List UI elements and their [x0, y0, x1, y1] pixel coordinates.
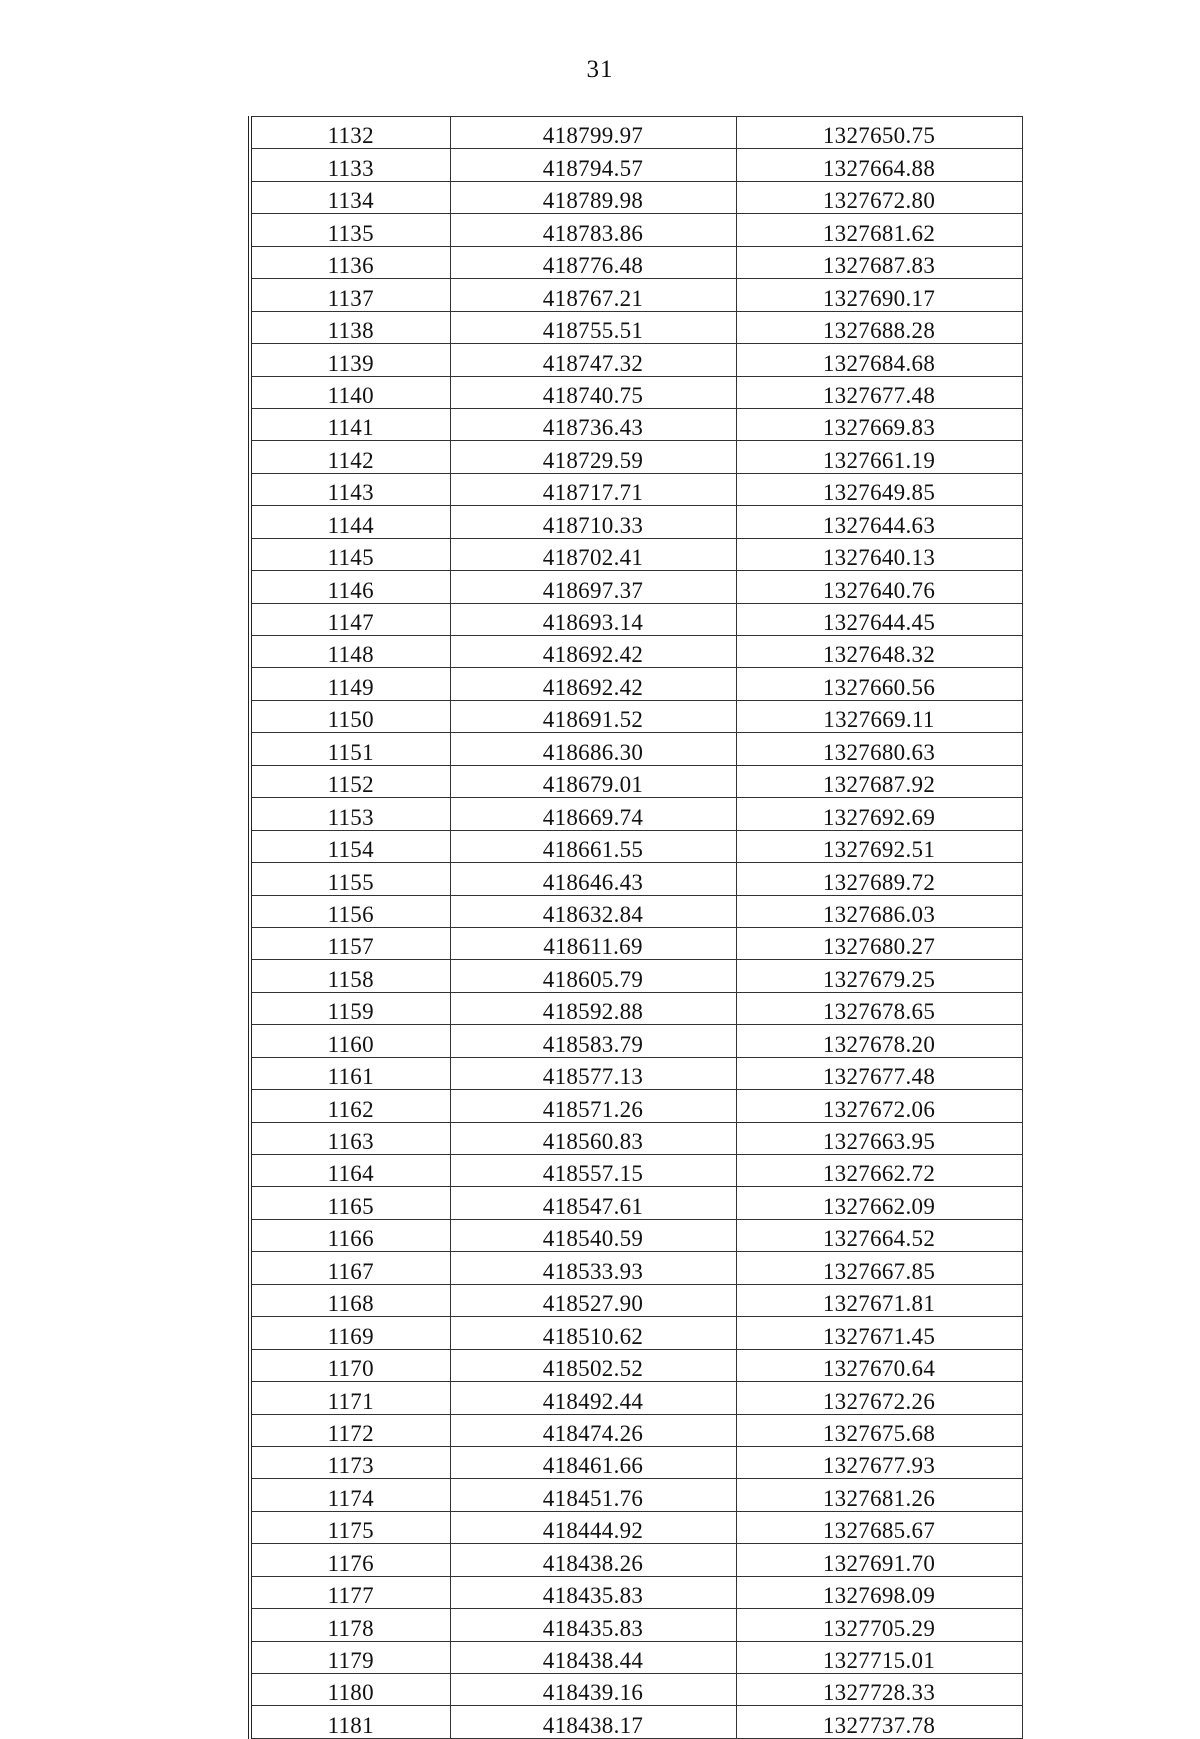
table-row	[250, 636, 1022, 668]
table-row	[250, 1382, 1022, 1414]
x-coordinate-cell: 418592.88	[450, 992, 736, 1024]
y-coordinate-cell: 1327691.70	[736, 1544, 1022, 1576]
y-coordinate-cell: 1327672.06	[736, 1090, 1022, 1122]
y-coordinate-cell: 1327640.13	[736, 538, 1022, 570]
table-row	[250, 506, 1022, 538]
x-coordinate-cell: 418527.90	[450, 1284, 736, 1316]
x-coordinate-cell: 418444.92	[450, 1511, 736, 1543]
y-coordinate-cell: 1327690.17	[736, 279, 1022, 311]
table-row	[250, 1284, 1022, 1316]
table-row	[250, 1025, 1022, 1057]
point-number-cell: 1160	[250, 1025, 450, 1057]
x-coordinate-cell: 418767.21	[450, 279, 736, 311]
point-number-cell: 1148	[250, 636, 450, 668]
table-row	[250, 1479, 1022, 1511]
y-coordinate-cell: 1327650.75	[736, 117, 1022, 149]
y-coordinate-cell: 1327648.32	[736, 636, 1022, 668]
y-coordinate-cell: 1327672.26	[736, 1382, 1022, 1414]
point-number-cell: 1140	[250, 376, 450, 408]
y-coordinate-cell: 1327671.81	[736, 1284, 1022, 1316]
x-coordinate-cell: 418679.01	[450, 765, 736, 797]
point-number-cell: 1143	[250, 473, 450, 505]
point-number-cell: 1175	[250, 1511, 450, 1543]
x-coordinate-cell: 418747.32	[450, 344, 736, 376]
point-number-cell: 1174	[250, 1479, 450, 1511]
x-coordinate-cell: 418740.75	[450, 376, 736, 408]
x-coordinate-cell: 418435.83	[450, 1576, 736, 1608]
point-number-cell: 1138	[250, 311, 450, 343]
point-number-cell: 1177	[250, 1576, 450, 1608]
table-row	[250, 1414, 1022, 1446]
table-row	[250, 279, 1022, 311]
point-number-cell: 1172	[250, 1414, 450, 1446]
x-coordinate-cell: 418435.83	[450, 1609, 736, 1641]
table-row	[250, 181, 1022, 213]
x-coordinate-cell: 418661.55	[450, 830, 736, 862]
x-coordinate-cell: 418799.97	[450, 117, 736, 149]
y-coordinate-cell: 1327671.45	[736, 1317, 1022, 1349]
y-coordinate-cell: 1327669.11	[736, 700, 1022, 732]
point-number-cell: 1132	[250, 117, 450, 149]
point-number-cell: 1167	[250, 1252, 450, 1284]
x-coordinate-cell: 418510.62	[450, 1317, 736, 1349]
y-coordinate-cell: 1327662.09	[736, 1187, 1022, 1219]
table-row	[250, 376, 1022, 408]
x-coordinate-cell: 418611.69	[450, 927, 736, 959]
point-number-cell: 1173	[250, 1446, 450, 1478]
point-number-cell: 1158	[250, 960, 450, 992]
point-number-cell: 1162	[250, 1090, 450, 1122]
point-number-cell: 1181	[250, 1706, 450, 1738]
table-row	[250, 830, 1022, 862]
y-coordinate-cell: 1327640.76	[736, 571, 1022, 603]
y-coordinate-cell: 1327669.83	[736, 408, 1022, 440]
y-coordinate-cell: 1327680.27	[736, 927, 1022, 959]
point-number-cell: 1156	[250, 895, 450, 927]
x-coordinate-cell: 418736.43	[450, 408, 736, 440]
point-number-cell: 1170	[250, 1349, 450, 1381]
table-row	[250, 408, 1022, 440]
point-number-cell: 1157	[250, 927, 450, 959]
x-coordinate-cell: 418461.66	[450, 1446, 736, 1478]
y-coordinate-cell: 1327698.09	[736, 1576, 1022, 1608]
x-coordinate-cell: 418577.13	[450, 1057, 736, 1089]
point-number-cell: 1161	[250, 1057, 450, 1089]
y-coordinate-cell: 1327685.67	[736, 1511, 1022, 1543]
y-coordinate-cell: 1327688.28	[736, 311, 1022, 343]
table-row	[250, 863, 1022, 895]
y-coordinate-cell: 1327667.85	[736, 1252, 1022, 1284]
y-coordinate-cell: 1327679.25	[736, 960, 1022, 992]
y-coordinate-cell: 1327664.88	[736, 149, 1022, 181]
table-row	[250, 1349, 1022, 1381]
y-coordinate-cell: 1327644.45	[736, 603, 1022, 635]
x-coordinate-cell: 418438.26	[450, 1544, 736, 1576]
y-coordinate-cell: 1327678.65	[736, 992, 1022, 1024]
x-coordinate-cell: 418669.74	[450, 798, 736, 830]
x-coordinate-cell: 418439.16	[450, 1674, 736, 1706]
x-coordinate-cell: 418492.44	[450, 1382, 736, 1414]
y-coordinate-cell: 1327681.26	[736, 1479, 1022, 1511]
x-coordinate-cell: 418702.41	[450, 538, 736, 570]
table-row	[250, 149, 1022, 181]
table-row	[250, 1122, 1022, 1154]
x-coordinate-cell: 418686.30	[450, 733, 736, 765]
table-row	[250, 571, 1022, 603]
point-number-cell: 1133	[250, 149, 450, 181]
point-number-cell: 1179	[250, 1641, 450, 1673]
x-coordinate-cell: 418783.86	[450, 214, 736, 246]
x-coordinate-cell: 418691.52	[450, 700, 736, 732]
point-number-cell: 1171	[250, 1382, 450, 1414]
table-row	[250, 895, 1022, 927]
y-coordinate-cell: 1327672.80	[736, 181, 1022, 213]
y-coordinate-cell: 1327677.48	[736, 376, 1022, 408]
x-coordinate-cell: 418729.59	[450, 441, 736, 473]
table-row	[250, 765, 1022, 797]
point-number-cell: 1169	[250, 1317, 450, 1349]
point-number-cell: 1144	[250, 506, 450, 538]
table-row	[250, 441, 1022, 473]
point-number-cell: 1146	[250, 571, 450, 603]
table-row	[250, 668, 1022, 700]
coordinates-table	[248, 116, 1023, 1739]
x-coordinate-cell: 418717.71	[450, 473, 736, 505]
table-row	[250, 214, 1022, 246]
y-coordinate-cell: 1327728.33	[736, 1674, 1022, 1706]
table-row	[250, 1090, 1022, 1122]
point-number-cell: 1168	[250, 1284, 450, 1316]
table-row	[250, 700, 1022, 732]
table-row	[250, 1609, 1022, 1641]
point-number-cell: 1149	[250, 668, 450, 700]
table-row	[250, 473, 1022, 505]
point-number-cell: 1145	[250, 538, 450, 570]
y-coordinate-cell: 1327663.95	[736, 1122, 1022, 1154]
x-coordinate-cell: 418789.98	[450, 181, 736, 213]
y-coordinate-cell: 1327686.03	[736, 895, 1022, 927]
x-coordinate-cell: 418438.17	[450, 1706, 736, 1738]
x-coordinate-cell: 418571.26	[450, 1090, 736, 1122]
y-coordinate-cell: 1327687.92	[736, 765, 1022, 797]
y-coordinate-cell: 1327692.69	[736, 798, 1022, 830]
table-row	[250, 1576, 1022, 1608]
table-row	[250, 117, 1022, 149]
point-number-cell: 1176	[250, 1544, 450, 1576]
table-row	[250, 992, 1022, 1024]
y-coordinate-cell: 1327677.93	[736, 1446, 1022, 1478]
x-coordinate-cell: 418547.61	[450, 1187, 736, 1219]
table-row	[250, 960, 1022, 992]
x-coordinate-cell: 418692.42	[450, 636, 736, 668]
x-coordinate-cell: 418693.14	[450, 603, 736, 635]
point-number-cell: 1136	[250, 246, 450, 278]
table-row	[250, 1544, 1022, 1576]
page-number: 31	[586, 56, 614, 83]
point-number-cell: 1141	[250, 408, 450, 440]
y-coordinate-cell: 1327678.20	[736, 1025, 1022, 1057]
y-coordinate-cell: 1327670.64	[736, 1349, 1022, 1381]
x-coordinate-cell: 418540.59	[450, 1219, 736, 1251]
x-coordinate-cell: 418646.43	[450, 863, 736, 895]
y-coordinate-cell: 1327677.48	[736, 1057, 1022, 1089]
point-number-cell: 1165	[250, 1187, 450, 1219]
table-row	[250, 1641, 1022, 1673]
table-row	[250, 1317, 1022, 1349]
x-coordinate-cell: 418451.76	[450, 1479, 736, 1511]
y-coordinate-cell: 1327705.29	[736, 1609, 1022, 1641]
x-coordinate-cell: 418697.37	[450, 571, 736, 603]
table-row	[250, 1706, 1022, 1738]
point-number-cell: 1139	[250, 344, 450, 376]
table-row	[250, 1057, 1022, 1089]
point-number-cell: 1154	[250, 830, 450, 862]
point-number-cell: 1134	[250, 181, 450, 213]
y-coordinate-cell: 1327680.63	[736, 733, 1022, 765]
y-coordinate-cell: 1327737.78	[736, 1706, 1022, 1738]
point-number-cell: 1150	[250, 700, 450, 732]
table-row	[250, 603, 1022, 635]
y-coordinate-cell: 1327687.83	[736, 246, 1022, 278]
table-row	[250, 246, 1022, 278]
x-coordinate-cell: 418557.15	[450, 1155, 736, 1187]
table-row	[250, 344, 1022, 376]
point-number-cell: 1178	[250, 1609, 450, 1641]
point-number-cell: 1137	[250, 279, 450, 311]
table-row	[250, 1446, 1022, 1478]
y-coordinate-cell: 1327649.85	[736, 473, 1022, 505]
point-number-cell: 1163	[250, 1122, 450, 1154]
y-coordinate-cell: 1327715.01	[736, 1641, 1022, 1673]
table-row	[250, 798, 1022, 830]
y-coordinate-cell: 1327661.19	[736, 441, 1022, 473]
table-row	[250, 538, 1022, 570]
table-row	[250, 1674, 1022, 1706]
table-row	[250, 1219, 1022, 1251]
x-coordinate-cell: 418605.79	[450, 960, 736, 992]
table-row	[250, 311, 1022, 343]
point-number-cell: 1155	[250, 863, 450, 895]
y-coordinate-cell: 1327689.72	[736, 863, 1022, 895]
point-number-cell: 1153	[250, 798, 450, 830]
point-number-cell: 1135	[250, 214, 450, 246]
x-coordinate-cell: 418438.44	[450, 1641, 736, 1673]
table-row	[250, 1511, 1022, 1543]
y-coordinate-cell: 1327664.52	[736, 1219, 1022, 1251]
x-coordinate-cell: 418794.57	[450, 149, 736, 181]
coordinates-table-body	[250, 117, 1022, 1739]
table-row	[250, 733, 1022, 765]
point-number-cell: 1147	[250, 603, 450, 635]
x-coordinate-cell: 418583.79	[450, 1025, 736, 1057]
table-row	[250, 927, 1022, 959]
y-coordinate-cell: 1327644.63	[736, 506, 1022, 538]
point-number-cell: 1164	[250, 1155, 450, 1187]
point-number-cell: 1180	[250, 1674, 450, 1706]
table-row	[250, 1155, 1022, 1187]
y-coordinate-cell: 1327684.68	[736, 344, 1022, 376]
x-coordinate-cell: 418710.33	[450, 506, 736, 538]
x-coordinate-cell: 418560.83	[450, 1122, 736, 1154]
point-number-cell: 1151	[250, 733, 450, 765]
y-coordinate-cell: 1327660.56	[736, 668, 1022, 700]
x-coordinate-cell: 418502.52	[450, 1349, 736, 1381]
x-coordinate-cell: 418692.42	[450, 668, 736, 700]
table-row	[250, 1252, 1022, 1284]
point-number-cell: 1159	[250, 992, 450, 1024]
x-coordinate-cell: 418776.48	[450, 246, 736, 278]
y-coordinate-cell: 1327692.51	[736, 830, 1022, 862]
x-coordinate-cell: 418755.51	[450, 311, 736, 343]
x-coordinate-cell: 418632.84	[450, 895, 736, 927]
x-coordinate-cell: 418533.93	[450, 1252, 736, 1284]
y-coordinate-cell: 1327681.62	[736, 214, 1022, 246]
x-coordinate-cell: 418474.26	[450, 1414, 736, 1446]
y-coordinate-cell: 1327662.72	[736, 1155, 1022, 1187]
y-coordinate-cell: 1327675.68	[736, 1414, 1022, 1446]
point-number-cell: 1152	[250, 765, 450, 797]
point-number-cell: 1142	[250, 441, 450, 473]
point-number-cell: 1166	[250, 1219, 450, 1251]
table-row	[250, 1187, 1022, 1219]
